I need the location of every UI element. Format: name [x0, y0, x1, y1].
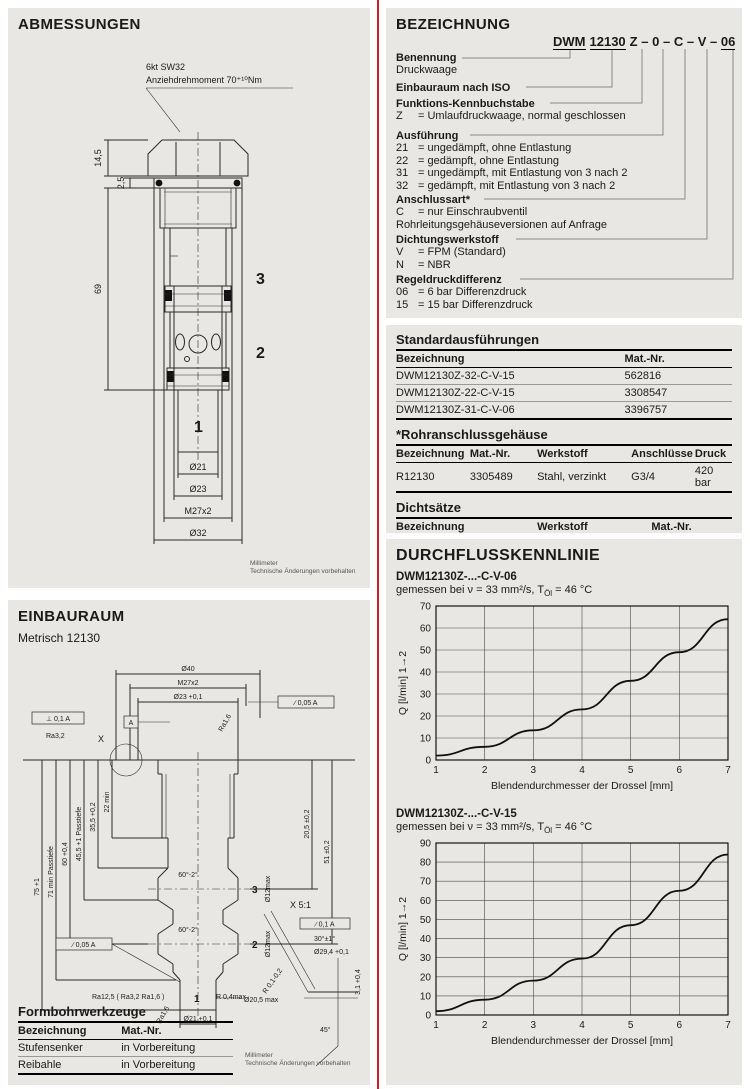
rohr-table: Bezeichnung Mat.-Nr. Werkstoff Anschlüsse Druck R12130 3305489 Stahl, verzinkt G3/4 420 bar	[396, 444, 732, 493]
einbauraum-title: EINBAURAUM	[18, 608, 125, 625]
formbohrwerkzeuge-block	[8, 1004, 248, 1075]
table-row: DWM12130Z-32-C-V-15 562816	[396, 368, 732, 385]
detail-mark: X	[98, 734, 105, 744]
flow-chart-2	[396, 837, 736, 1047]
ra16-top-label: Ra1,6	[217, 713, 234, 733]
svg-text:10: 10	[419, 991, 431, 1003]
svg-text:2: 2	[481, 1020, 488, 1032]
einbauraum-footnote: Millimeter Technische Änderungen vorbehalten	[245, 1052, 351, 1067]
code-part-c: C	[673, 34, 684, 49]
dim-thread: M27x2	[184, 506, 212, 516]
svg-text:0: 0	[425, 1010, 431, 1022]
svg-text:7: 7	[725, 765, 731, 777]
detail-x-title: X 5:1	[290, 900, 312, 910]
section-abmessungen	[8, 8, 370, 588]
chart1-title: DWM12130Z-...-C-V-06	[396, 571, 517, 583]
code-group-ausfuehrung: Ausführung 21 = ungedämpft, ohne Entlastung 22 = gedämpft, ohne Entlastung 31 = ungedämpft, mit Entlastung von 3 nach 2 32 = gedämpft, mit Entlastung von 3 nach 2	[396, 130, 628, 192]
svg-text:1: 1	[433, 1020, 439, 1032]
dim-dia23: Ø23	[189, 484, 207, 494]
flow-chart-1	[396, 600, 736, 792]
dim-205r: 20,5 ±0,2	[304, 809, 311, 839]
abmessungen-footnote: Millimeter Technische Änderungen vorbehalten	[250, 560, 356, 575]
svg-text:10: 10	[419, 733, 431, 745]
svg-text:30: 30	[419, 953, 431, 965]
flow-chart-block-2	[396, 808, 742, 1047]
dim-75: 75 +1	[34, 878, 41, 896]
angle30-label: 30°±1°	[314, 936, 336, 943]
column-divider	[377, 0, 379, 1089]
svg-text:60: 60	[419, 623, 431, 635]
callout-leader	[146, 88, 293, 132]
d31-label: 3,1 +0,4	[355, 969, 362, 995]
dim-455: 45,5 +1 Passtiefe	[76, 806, 83, 862]
chart2-caption: gemessen bei ν = 33 mm²/s, $T_{Öl} = 46$ °C	[396, 821, 593, 836]
cavity-left-dims	[42, 760, 180, 1010]
fbw-header-bezeichnung: Bezeichnung	[18, 1022, 121, 1040]
svg-text:4: 4	[579, 765, 585, 777]
ordering-code: DWM 12130 Z – 0 – C – V – 06	[553, 34, 736, 49]
cavity-port2: 2	[252, 940, 258, 951]
cone3-angle: 60°-2°	[178, 872, 198, 879]
svg-text:1: 1	[433, 765, 439, 777]
svg-text:70: 70	[419, 601, 431, 613]
ra16-bottom-label: Ra1,6	[155, 1005, 172, 1025]
table-row: Stufensenker in Vorbereitung	[18, 1040, 233, 1057]
port-1-label: 1	[194, 419, 203, 436]
chart2-title: DWM12130Z-...-C-V-15	[396, 808, 517, 821]
runout-frame-top: ∕ 0,05 A	[294, 700, 318, 707]
section-einbauraum	[8, 600, 370, 1085]
hex-callout-line1: 6kt SW32	[146, 62, 186, 72]
svg-text:20: 20	[419, 972, 431, 984]
datum-a: A	[128, 720, 134, 727]
section-bezeichnung	[386, 8, 742, 318]
dim-22min: 22 min	[104, 791, 111, 813]
table-row: DWM12130Z-31-C-V-06 3396757	[396, 404, 668, 416]
cavity-thread: M27x2	[177, 680, 199, 687]
svg-text:90: 90	[419, 838, 431, 850]
standard-table: Bezeichnung Mat.-Nr. DWM12130Z-32-C-V-15 562816 DWM12130Z-22-C-V-15 3308547 DWM12130Z-31-C-V-06 3396757	[396, 349, 732, 420]
frame-01a: ∕ 0,1 A	[315, 921, 335, 929]
svg-text:6: 6	[676, 765, 683, 777]
svg-text:70: 70	[419, 877, 431, 889]
standard-title: Standardausführungen	[396, 332, 540, 347]
dia205-label: Ø20,5 max	[244, 997, 279, 1004]
svg-text:20: 20	[419, 711, 431, 723]
cavity-port3: 3	[252, 885, 258, 896]
formbohrwerkzeuge-table	[18, 1021, 233, 1075]
dim-51r: 51 ±0,2	[324, 840, 331, 864]
dia12-port3: Ø12max	[265, 875, 272, 903]
dim-71: 71 min Passtiefe	[48, 846, 55, 898]
code-part-0: 0	[652, 34, 660, 49]
dim-2-5: 2,5	[116, 176, 126, 190]
section-durchflusskennlinie	[386, 539, 742, 1085]
cone2-angle: 60°-2°	[178, 927, 198, 934]
svg-text:3: 3	[530, 1020, 537, 1032]
flow-chart-block-1	[396, 571, 742, 792]
port-2-label: 2	[256, 345, 265, 362]
code-group-dichtung: Dichtungswerkstoff V = FPM (Standard) N = NBR	[396, 234, 506, 271]
code-part-z: Z	[629, 34, 638, 49]
code-group-funktion: Funktions-Kennbuchstabe Z = Umlaufdruckwaage, normal geschlossen	[396, 98, 626, 123]
dim-60: 60 +0,4	[62, 842, 69, 866]
dim-dia21: Ø21	[189, 462, 207, 472]
dia294-label: Ø29,4 +0,1	[314, 949, 349, 956]
einbauraum-subtitle: Metrisch 12130	[18, 631, 101, 645]
code-part-dwm: DWM	[553, 34, 586, 49]
dim-14-5: 14,5	[93, 149, 103, 167]
cavity-dia23: Ø23 +0,1	[173, 694, 203, 701]
svg-text:Blendendurchmesser der Drossel: Blendendurchmesser der Drossel [mm]	[490, 1035, 674, 1048]
dicht-table: Bezeichnung Werkstoff Mat.-Nr.	[396, 517, 732, 533]
svg-text:50: 50	[419, 645, 431, 657]
dia12-port2: Ø12max	[265, 930, 272, 958]
abmessungen-title: ABMESSUNGEN	[18, 16, 141, 33]
code-group-regeldruck: Regeldruckdifferenz 06 = 6 bar Differenzdruck 15 = 15 bar Differenzdruck	[396, 274, 533, 311]
svg-text:7: 7	[725, 1020, 731, 1032]
svg-text:40: 40	[419, 934, 431, 946]
table-row: Reibahle in Vorbereitung	[18, 1059, 196, 1071]
formbohrwerkzeuge-title: Formbohrwerkzeuge	[18, 1004, 146, 1019]
svg-text:5: 5	[627, 1020, 634, 1032]
svg-text:5: 5	[627, 765, 634, 777]
rohr-title: *Rohranschlussgehäuse	[396, 427, 548, 442]
dim-69: 69	[93, 283, 103, 295]
svg-text:Blendendurchmesser der Drossel: Blendendurchmesser der Drossel [mm]	[490, 780, 674, 793]
svg-text:60: 60	[419, 896, 431, 908]
roughness-note: Ra12,5 ( Ra3,2 Ra1,6 )	[92, 994, 165, 1001]
valve-drawing	[8, 56, 370, 556]
ra32-label: Ra3,2	[46, 733, 65, 740]
dia21-label: Ø21 +0,1	[183, 1016, 213, 1023]
hex-callout-line2: Anziehdrehmoment 70⁺¹⁰Nm	[146, 75, 262, 85]
code-part-06: 06	[720, 34, 736, 49]
r0102-label: R 0,1-0,2	[261, 967, 285, 996]
svg-text:0: 0	[425, 755, 431, 767]
code-group-benennung: Benennung Druckwaage	[396, 52, 458, 77]
svg-text:Q [l/min] 1→2: Q [l/min] 1→2	[397, 897, 409, 962]
port-3-label: 3	[256, 271, 265, 288]
durchfluss-title: DURCHFLUSSKENNLINIE	[396, 547, 601, 564]
code-group-einbauraum-iso: Einbauraum nach ISO	[396, 82, 511, 94]
bezeichnung-title: BEZEICHNUNG	[396, 16, 511, 33]
svg-text:2: 2	[481, 765, 488, 777]
code-part-v: V	[697, 34, 707, 49]
svg-text:4: 4	[579, 1020, 585, 1032]
svg-text:6: 6	[676, 1020, 683, 1032]
svg-text:3: 3	[530, 765, 537, 777]
section-tables	[386, 325, 742, 533]
dim-dia32: Ø32	[189, 528, 207, 538]
angle45-label: 45°	[320, 1027, 331, 1034]
table-row: DWM12130Z-22-C-V-15 3308547	[396, 385, 732, 402]
runout-frame-bottom: ∕ 0,05 A	[72, 942, 96, 949]
code-part-12130: 12130	[589, 34, 626, 49]
svg-text:40: 40	[419, 667, 431, 679]
svg-text:30: 30	[419, 689, 431, 701]
svg-text:50: 50	[419, 915, 431, 927]
perp-frame: ⊥ 0,1 A	[45, 716, 71, 723]
svg-text:80: 80	[419, 857, 431, 869]
r04-label: R 0,4max	[216, 994, 246, 1001]
cavity-dia40: Ø40	[181, 666, 195, 673]
svg-text:Q [l/min] 1→2: Q [l/min] 1→2	[397, 651, 409, 716]
dim-355: 35,5 +0,2	[90, 802, 97, 832]
fbw-header-matnr: Mat.-Nr.	[121, 1022, 233, 1040]
code-group-anschlussart: Anschlussart* C = nur Einschraubventil Rohrleitungsgehäuseversionen auf Anfrage	[396, 194, 607, 231]
table-row: R12130 3305489 Stahl, verzinkt G3/4 420 bar	[396, 465, 714, 489]
cavity-port1: 1	[194, 994, 200, 1005]
dicht-title: Dichtsätze	[396, 500, 462, 515]
chart1-caption: gemessen bei ν = 33 mm²/s, $T_{Öl} = 46$ °C	[396, 584, 593, 599]
